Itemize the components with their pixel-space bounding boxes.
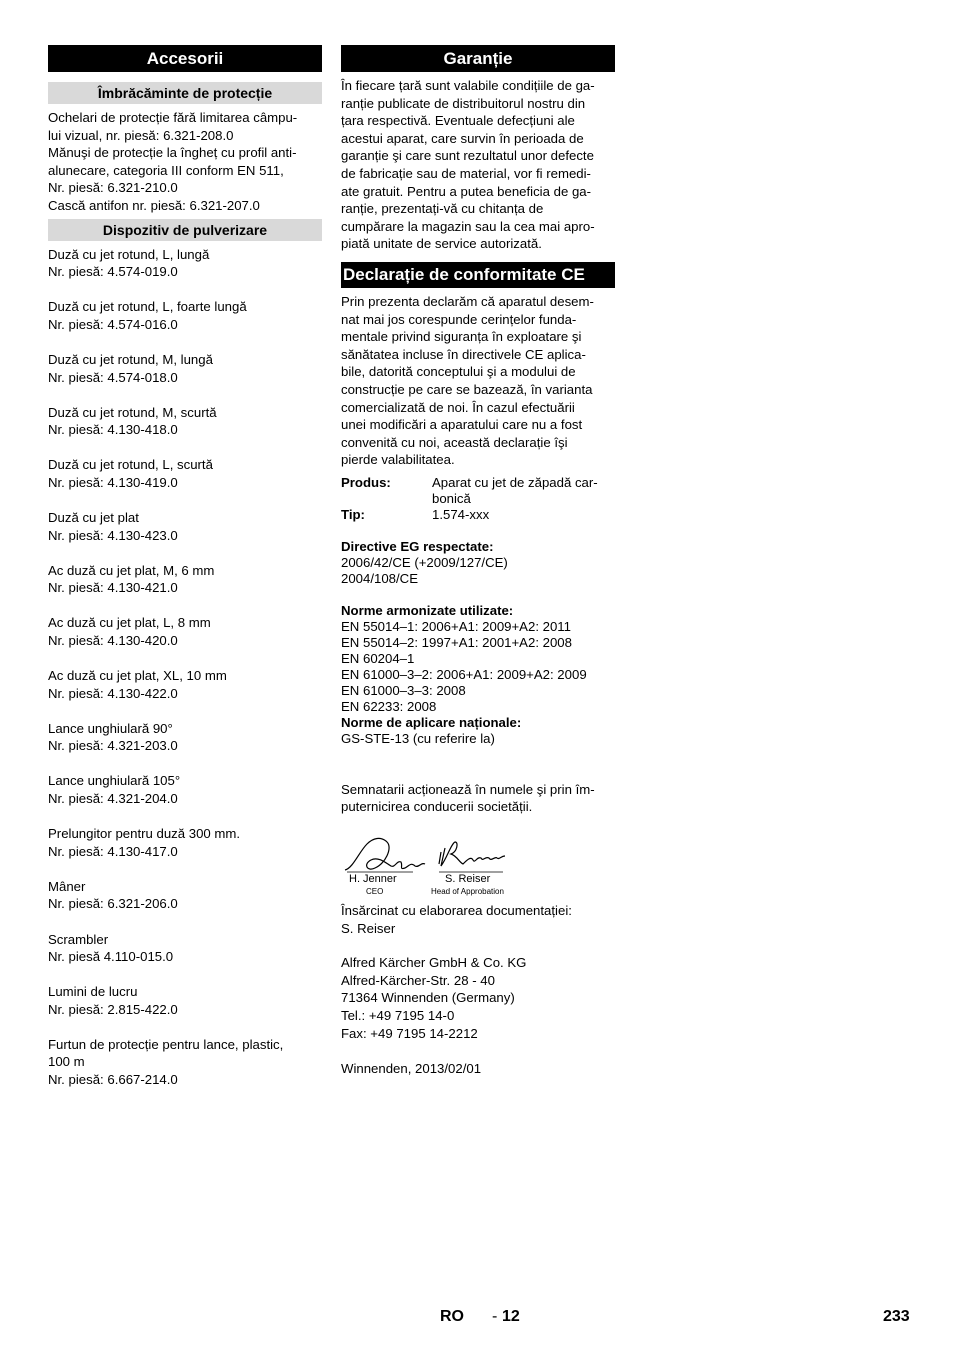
- spray-item: [48, 878, 322, 913]
- footer-page-local: 12: [502, 1308, 520, 1325]
- clothing-line: Nr. piesă: 6.321-210.0: [48, 180, 178, 196]
- conformity-text: [341, 293, 615, 469]
- spray-item: [48, 562, 322, 597]
- spray-item-part: Nr. piesă: 4.130-422.0: [48, 685, 178, 701]
- norm-item: EN 62233: 2008: [341, 698, 437, 714]
- norm-item: EN 61000–3–3: 2008: [341, 682, 466, 698]
- spray-item-name: Duză cu jet rotund, L, scurtă: [48, 457, 213, 473]
- spray-item: [48, 720, 322, 755]
- address-line: Alfred Kärcher GmbH & Co. KG: [341, 955, 527, 971]
- spray-item-name: Duză cu jet plat: [48, 510, 139, 525]
- warranty-line: ate gratuit. Pentru a putea beneficia de ga-: [341, 183, 592, 199]
- footer-sep: -: [492, 1308, 498, 1325]
- spray-item: [48, 298, 322, 333]
- spray-item: [48, 351, 322, 386]
- spray-item-part: Nr. piesă: 4.321-203.0: [48, 738, 178, 754]
- spray-item-part: Nr. piesă: 4.130-423.0: [48, 527, 178, 543]
- spray-item-part: Nr. piesă: 4.130-417.0: [48, 843, 178, 859]
- spray-item-part: Nr. piesă: 4.130-420.0: [48, 632, 178, 648]
- directive-item: 2006/42/CE (+2009/127/CE): [341, 554, 508, 570]
- spray-item-part: Nr. piesă: 2.815-422.0: [48, 1001, 178, 1017]
- spray-item-part: Nr. piesă: 4.130-421.0: [48, 580, 178, 596]
- address-line: Alfred-Kärcher-Str. 28 - 40: [341, 972, 495, 988]
- spray-item-part: Nr. piesă: 4.574-016.0: [48, 316, 178, 332]
- spray-item: [48, 509, 322, 544]
- warranty-line: ranție publicate de distribuitorul nostru din: [341, 95, 586, 111]
- address-line: 71364 Winnenden (Germany): [341, 990, 515, 1006]
- spray-item-part: Nr. piesă: 4.574-018.0: [48, 369, 178, 385]
- norm-item: EN 55014–1: 2006+A1: 2009+A2: 2011: [341, 618, 572, 634]
- warranty-line: țara respectivă. Eventuale defecțiuni ale: [341, 113, 575, 129]
- sig2-name: S. Reiser: [445, 873, 491, 886]
- clothing-subheading: Îmbrăcăminte de protecție: [48, 82, 322, 104]
- address-line: Fax: +49 7195 14-2212: [341, 1025, 478, 1041]
- spray-item: [48, 983, 322, 1018]
- spray-item: [48, 1036, 322, 1089]
- accessories-heading: Accesorii: [48, 45, 322, 72]
- warranty-line: garanție şi care sunt rezultatul unor defecte: [341, 148, 594, 164]
- footer-lang: RO: [440, 1308, 464, 1325]
- warranty-text: [341, 77, 615, 253]
- clothing-line: lui vizual, nr. piesă: 6.321-208.0: [48, 127, 234, 143]
- signatures: [341, 834, 615, 900]
- spray-item-part: Nr. piesă: 6.667-214.0: [48, 1072, 178, 1088]
- directives-label: Directive EG respectate:: [341, 538, 494, 554]
- spray-item-part: Nr. piesă: 4.574-019.0: [48, 264, 178, 280]
- clothing-line: Ochelari de protecție fără limitarea câmpu-: [48, 110, 298, 125]
- product-value: Aparat cu jet de zăpadă car- bonică: [432, 474, 598, 506]
- conformity-line: Prin prezenta declarăm că aparatul desem-: [341, 293, 594, 309]
- warranty-line: acestui aparat, care survin în perioada de: [341, 130, 584, 146]
- warranty-heading: Garanție: [341, 45, 615, 72]
- clothing-line: Cască antifon nr. piesă: 6.321-207.0: [48, 197, 260, 213]
- spray-item: [48, 456, 322, 491]
- norm-item: EN 55014–2: 1997+A1: 2001+A2: 2008: [341, 634, 572, 650]
- conformity-heading: Declarație de conformitate CE: [341, 262, 615, 288]
- spray-item: [48, 614, 322, 649]
- doc-name: S. Reiser: [341, 920, 396, 936]
- directives-block: [341, 539, 615, 587]
- clothing-list: [48, 109, 322, 215]
- sig2-role: Head of Approbation: [431, 887, 504, 897]
- address-line: Tel.: +49 7195 14-0: [341, 1008, 455, 1024]
- sig1-role: CEO: [366, 887, 384, 897]
- spray-item-name: Lance unghiulară 105°: [48, 773, 181, 789]
- warranty-line: În fiecare țară sunt valabile condițiile de ga-: [341, 78, 595, 93]
- spray-item-name: Duză cu jet rotund, M, scurtă: [48, 404, 217, 420]
- spray-item-part: Nr. piesă: 4.130-419.0: [48, 474, 178, 490]
- spray-item-name: Furtun de protecție pentru lance, plastic, 100 m: [48, 1036, 284, 1070]
- signatories-line: Semnatarii acționează în numele şi prin îm-: [341, 781, 595, 797]
- documentation-block: [341, 902, 615, 937]
- spray-item-name: Ac duză cu jet plat, XL, 10 mm: [48, 668, 227, 684]
- norm-item: EN 60204–1: [341, 650, 415, 666]
- national-label: Norme de aplicare naționale:: [341, 714, 522, 730]
- spray-item: [48, 931, 322, 966]
- conformity-line: bile, datorită conceptului şi a modului de: [341, 364, 576, 380]
- accessories-column: [48, 45, 322, 1106]
- footer-page-total: 233: [883, 1308, 910, 1325]
- spray-item-name: Ac duză cu jet plat, L, 8 mm: [48, 615, 211, 631]
- spray-item-name: Lance unghiulară 90°: [48, 720, 173, 736]
- place-date: Winnenden, 2013/02/01: [341, 1061, 482, 1077]
- conformity-line: construcție pe care se bazează, în varianta: [341, 381, 593, 397]
- spray-item-name: Scrambler: [48, 931, 109, 947]
- spray-item-part: Nr. piesă 4.110-015.0: [48, 949, 174, 965]
- spray-subheading: Dispozitiv de pulverizare: [48, 219, 322, 241]
- product-table: [341, 475, 615, 523]
- spray-item: [48, 825, 322, 860]
- spray-item: [48, 404, 322, 439]
- spray-item-name: Duză cu jet rotund, M, lungă: [48, 351, 213, 367]
- norms-block: [341, 603, 615, 747]
- norm-item: EN 61000–3–2: 2006+A1: 2009+A2: 2009: [341, 666, 587, 682]
- spray-item-part: Nr. piesă: 4.130-418.0: [48, 422, 178, 438]
- national-value: GS-STE-13 (cu referire la): [341, 730, 495, 746]
- spray-item: [48, 772, 322, 807]
- spray-item-name: Duză cu jet rotund, L, foarte lungă: [48, 299, 247, 315]
- warranty-line: de fabricație sau de material, vor fi remedi-: [341, 165, 591, 181]
- conformity-line: mentale privind siguranța în exploatare şi: [341, 329, 582, 345]
- doc-label: Însărcinat cu elaborarea documentației:: [341, 903, 572, 919]
- conformity-line: convenită cu noi, această declarație îşi: [341, 434, 568, 450]
- type-value: 1.574-xxx: [432, 506, 490, 522]
- spray-item-name: Mâner: [48, 878, 86, 894]
- clothing-line: alunecare, categoria III conform EN 511,: [48, 162, 284, 178]
- conformity-line: comercializată de noi. În cazul efectuării: [341, 399, 575, 415]
- warranty-line: cumpărare la magazin sau la cea mai apro-: [341, 218, 595, 234]
- spray-item-name: Lumini de lucru: [48, 984, 138, 1000]
- spray-item-part: Nr. piesă: 6.321-206.0: [48, 896, 178, 912]
- sig1-name: H. Jenner: [349, 873, 397, 886]
- warranty-line: piată unitate de service autorizată.: [341, 236, 542, 252]
- address-block: [341, 954, 615, 1042]
- conformity-line: unei modificări a aparatului care nu a fost: [341, 417, 583, 433]
- clothing-line: Mănuşi de protecție la îngheț cu profil anti-: [48, 145, 297, 161]
- warranty-line: ranție, prezentați-vă cu chitanța de: [341, 201, 544, 217]
- conformity-line: sănătatea incluse în directivele CE aplica-: [341, 346, 586, 362]
- conformity-line: nat mai jos corespunde cerințelor funda-: [341, 311, 577, 327]
- warranty-column: [341, 45, 615, 1078]
- conformity-line: pierde valabilitatea.: [341, 452, 455, 468]
- spray-item-name: Ac duză cu jet plat, M, 6 mm: [48, 562, 215, 578]
- spray-item: [48, 246, 322, 281]
- spray-item-name: Prelungitor pentru duză 300 mm.: [48, 826, 241, 842]
- type-label: Tip:: [341, 506, 365, 522]
- spray-item: [48, 667, 322, 702]
- norms-label: Norme armonizate utilizate:: [341, 602, 514, 618]
- product-label: Produs:: [341, 474, 391, 490]
- signatories-text: [341, 781, 615, 816]
- directive-item: 2004/108/CE: [341, 570, 418, 586]
- spray-item-name: Duză cu jet rotund, L, lungă: [48, 246, 210, 262]
- spray-list: [48, 246, 322, 1089]
- signatories-line: puternicirea conducerii societății.: [341, 799, 533, 815]
- spray-item-part: Nr. piesă: 4.321-204.0: [48, 791, 178, 807]
